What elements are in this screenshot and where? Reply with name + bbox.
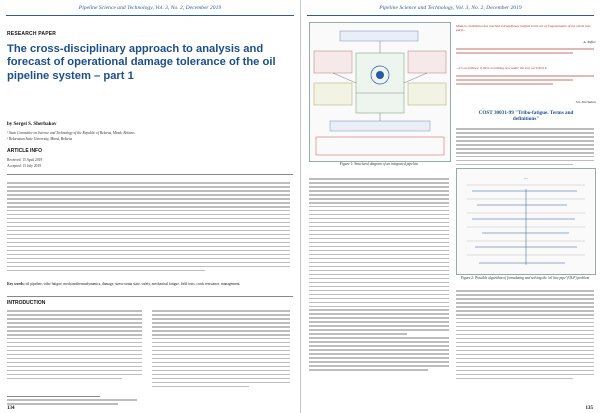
- intro-rule: [7, 296, 293, 297]
- accepted-date: Accepted: 15 July 2019: [7, 164, 42, 168]
- figure-1-diagram: [310, 23, 450, 161]
- svg-text:...: ...: [524, 176, 528, 181]
- quote-2: ...it is as follows: if there is nothing new under the sun, we'll find it.: [456, 66, 548, 70]
- keywords: [7, 282, 290, 286]
- figure-2: [456, 168, 596, 275]
- affiliation-1: ¹ State Committee on Science and Technology of the Republic of Belarus, Minsk, Belarus: [7, 131, 135, 135]
- standard-definitions: [456, 128, 594, 168]
- section-kicker: RESEARCH PAPER: [7, 31, 57, 37]
- header-rule: [6, 15, 294, 16]
- running-header: Pipeline Science and Technology, Vol. 3, No. 2, December 2019: [78, 5, 222, 11]
- affiliation-2: ² Belarusian State University, Minsk, Belarus: [7, 137, 73, 141]
- keywords-text: oil pipeline, tribo-fatigue, mechanothermodynamics, damage, stress-strain state, safety, mechanical fatigue, field tests, crack resistance, management.: [25, 282, 241, 286]
- footnote-rule: [7, 396, 100, 397]
- body-column-1: [309, 178, 449, 373]
- intro-column-2: [152, 310, 290, 390]
- right-page: [300, 0, 600, 413]
- intro-column-1: [7, 310, 142, 382]
- quote-2-author: S.S. Sherbakov: [575, 100, 596, 104]
- figure-2-diagram: [457, 169, 595, 274]
- quote-body-1: [456, 48, 594, 56]
- running-header-right: Pipeline Science and Technology, Vol. 3, No. 2, December 2019: [379, 5, 522, 11]
- quote-1-author: A. Toffler: [583, 40, 596, 44]
- keywords-label: Key words:: [7, 282, 25, 286]
- standard-box-title: COST 30031-99 "Tribo-fatigue. Terms and definitions": [478, 110, 574, 122]
- quote-1: Modern civilization has reached extraordinary heights in the art of fragmentation of the whole into parts...: [456, 24, 591, 33]
- received-date: Received: 15 April 2019: [7, 158, 43, 162]
- quote-body-2: [456, 75, 594, 87]
- header-rule-right: [307, 15, 594, 16]
- figure-1: [309, 22, 451, 162]
- paper-title: The cross-disciplinary approach to analysis and forecast of operational damage tolerance of the oil pipeline system – part 1: [7, 43, 276, 82]
- body-column-2: [456, 290, 594, 382]
- footnote: [7, 399, 137, 407]
- figure-1-caption: Figure 1: Structural diagram of an integrated pipeline: [339, 162, 419, 166]
- article-info-heading: ARTICLE INFO: [7, 148, 42, 154]
- author-line: by Sergei S. Sherbakov: [7, 122, 57, 127]
- abstract-rule: [7, 174, 293, 175]
- abstract-body: [7, 182, 290, 274]
- figure-2-caption: Figure 2: Possible algorithm of formulating and solving the 'oil line pipe' (OLP) problem: [460, 276, 590, 280]
- page-number-right: 135: [585, 406, 593, 411]
- introduction-heading: INTRODUCTION: [7, 300, 46, 306]
- page-number-left: 134: [7, 406, 15, 411]
